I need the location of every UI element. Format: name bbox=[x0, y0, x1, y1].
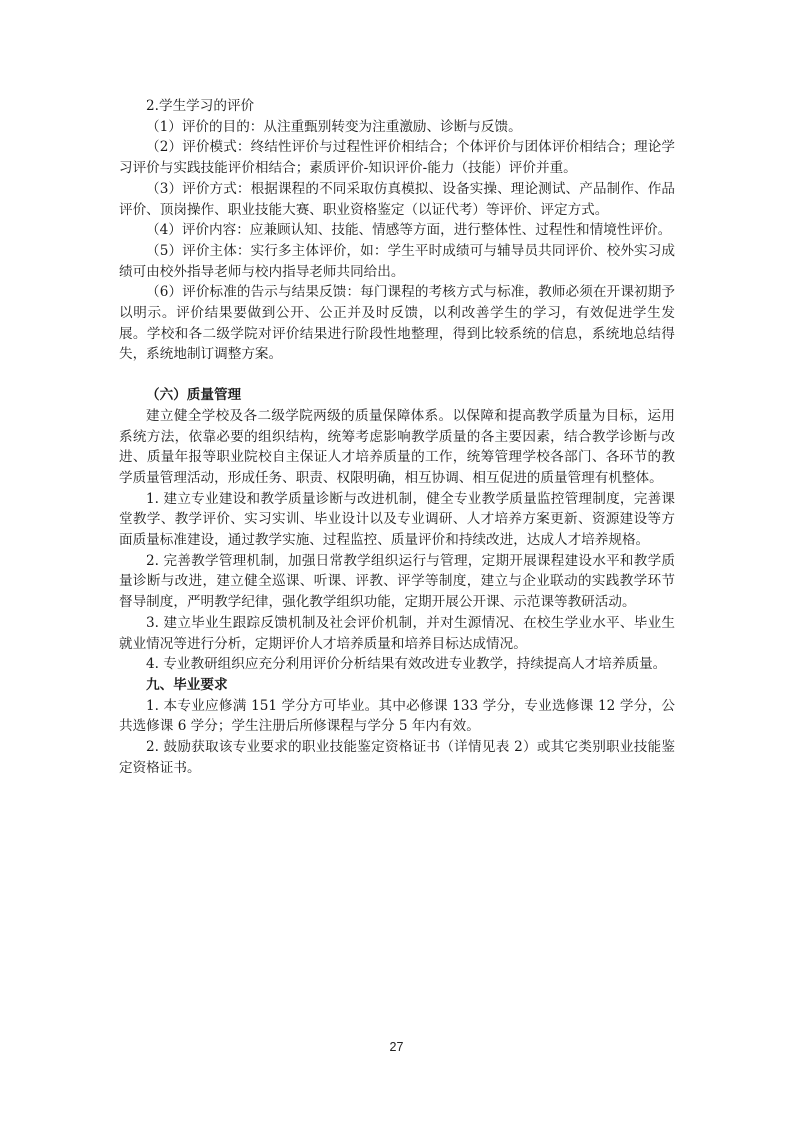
paragraph-eval-standard: （6）评价标准的告示与结果反馈：每门课程的考核方式与标准，教师必须在开课初期予以明示。评价结果要做到公开、公正并及时反馈，以利改善学生的学习，有效促进学生发展。学校和各二级学院对评价结果进行阶段性地整理，得到比较系统的信息，系统地总结得失，系统地制订调整方案。 bbox=[119, 284, 675, 363]
paragraph-quality-item-4: 4. 专业教研组织应充分利用评价分析结果有效改进专业教学，持续提高人才培养质量。 bbox=[146, 656, 667, 673]
paragraph-quality-item-1: 1. 建立专业建设和教学质量诊断与改进机制，健全专业教学质量监控管理制度，完善课堂教学、教学评价、实习实训、毕业设计以及专业调研、人才培养方案更新、资源建设等方面质量标准建设，通过教学实施、过程监控、质量评价和持续改进，达成人才培养规格。 bbox=[119, 490, 675, 549]
paragraph-quality-item-3: 3. 建立毕业生跟踪反馈机制及社会评价机制，并对生源情况、在校生学业水平、毕业生就业情况等进行分析，定期评价人才培养质量和培养目标达成情况。 bbox=[119, 614, 675, 652]
heading-quality-management: （六）质量管理 bbox=[146, 387, 242, 404]
paragraph-eval-content: （4）评价内容：应兼顾认知、技能、情感等方面，进行整体性、过程性和情境性评价。 bbox=[146, 222, 672, 239]
paragraph-eval-subject: （5）评价主体：实行多主体评价，如：学生平时成绩可与辅导员共同评价、校外实习成绩可由校外指导老师与校内指导老师共同给出。 bbox=[119, 242, 675, 280]
page-number: 27 bbox=[389, 1040, 404, 1054]
paragraph-quality-intro: 建立健全学校及各二级学院两级的质量保障体系。以保障和提高教学质量为目标，运用系统方法，依靠必要的组织结构，统筹考虑影响教学质量的各主要因素，结合教学诊断与改进、质量年报等职业院校自主保证人才培养质量的工作，统筹管理学校各部门、各环节的教学质量管理活动，形成任务、职责、权限明确，相互协调、相互促进的质量管理有机整体。 bbox=[119, 407, 675, 486]
spacer bbox=[119, 365, 675, 385]
section-title-student-evaluation: 2.学生学习的评价 bbox=[146, 98, 255, 114]
paragraph-quality-item-2: 2. 完善教学管理机制，加强日常教学组织运行与管理，定期开展课程建设水平和教学质量诊断与改进，建立健全巡课、听课、评教、评学等制度，建立与企业联动的实践教学环节督导制度，严明教学纪律，强化教学组织功能，定期开展公开课、示范课等教研活动。 bbox=[119, 552, 675, 611]
paragraph-graduation-item-1: 1. 本专业应修满 151 学分方可毕业。其中必修课 133 学分，专业选修课 12 学分，公共选修课 6 学分；学生注册后所修课程与学分 5 年内有效。 bbox=[119, 697, 675, 735]
heading-graduation-requirements: 九、毕业要求 bbox=[146, 676, 228, 693]
paragraph-eval-method: （3）评价方式：根据课程的不同采取仿真模拟、设备实操、理论测试、产品制作、作品评价、顶岗操作、职业技能大赛、职业资格鉴定（以证代考）等评价、评定方式。 bbox=[119, 180, 675, 218]
paragraph-eval-purpose: （1）评价的目的：从注重甄别转变为注重激励、诊断与反馈。 bbox=[146, 118, 522, 135]
paragraph-graduation-item-2: 2. 鼓励获取该专业要求的职业技能鉴定资格证书（详情见表 2）或其它类别职业技能鉴定资格证书。 bbox=[119, 739, 675, 776]
paragraph-eval-mode: （2）评价模式：终结性评价与过程性评价相结合；个体评价与团体评价相结合；理论学习评价与实践技能评价相结合；素质评价-知识评价-能力（技能）评价并重。 bbox=[119, 139, 675, 177]
document-body bbox=[119, 96, 675, 779]
